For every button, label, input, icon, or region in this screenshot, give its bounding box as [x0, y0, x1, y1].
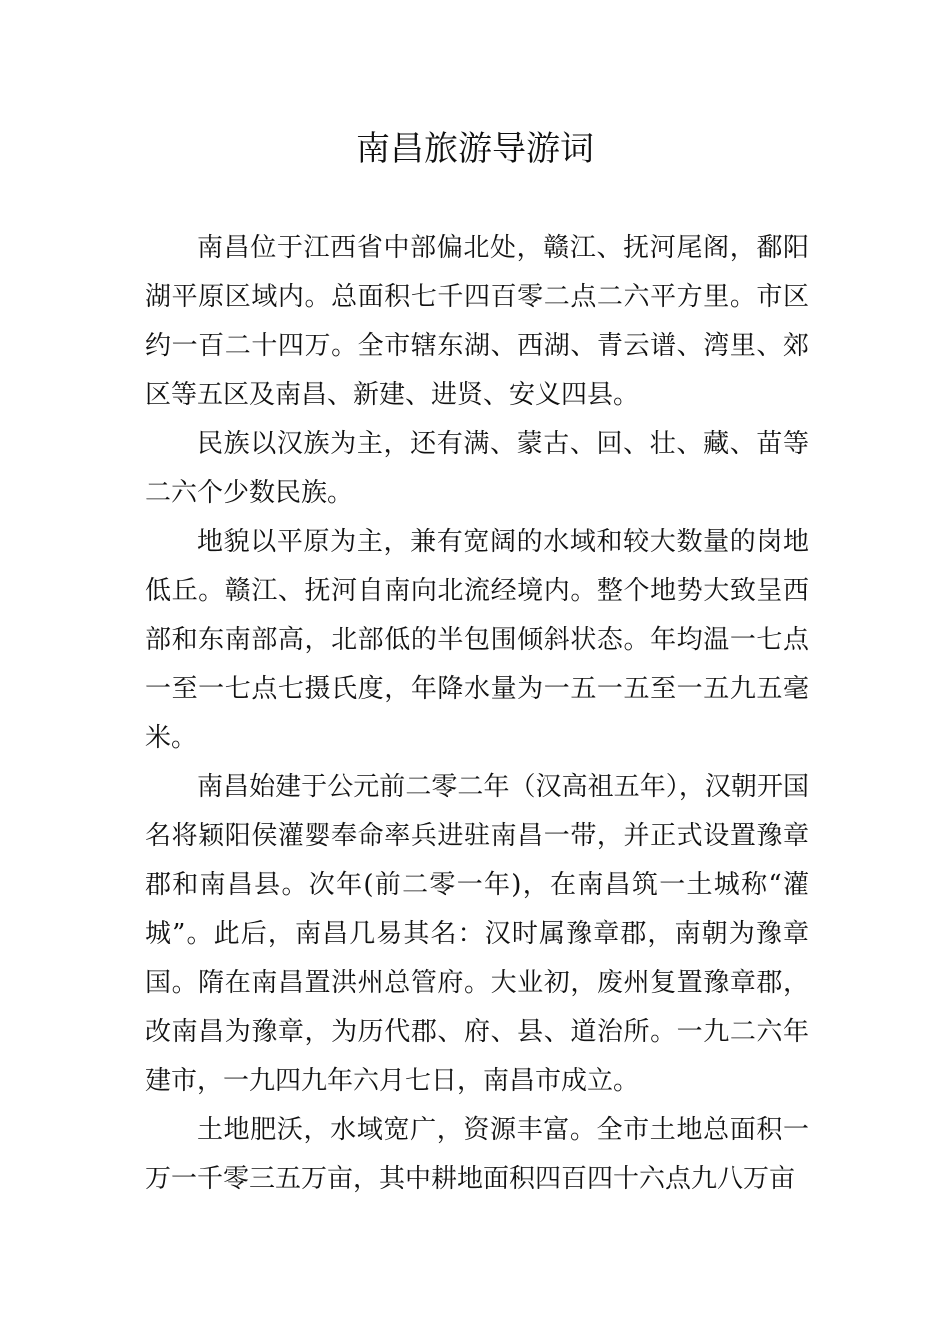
document-title: 南昌旅游导游词: [356, 129, 594, 169]
paragraph-history: 南昌始建于公元前二零二年（汉高祖五年），汉朝开国名将颖阳侯灌婴奉命率兵进驻南昌一带，并正式设置豫章郡和南昌县。次年(前二零一年)，在南昌筑一土城称“灌城”。此后，南昌几易其名：汉时属豫章郡，南朝为豫章国。隋在南昌置洪州总管府。大业初，废州复置豫章郡，改南昌为豫章，为历代郡、府、县、道治所。一九二六年建市，一九四九年六月七日，南昌市成立。: [145, 772, 809, 1096]
document-body: [145, 224, 809, 1204]
paragraph-location: 南昌位于江西省中部偏北处，赣江、抚河尾阁，鄱阳湖平原区域内。总面积七千四百零二点二六平方里。市区约一百二十四万。全市辖东湖、西湖、青云谱、湾里、郊区等五区及南昌、新建、进贤、安义四县。: [145, 233, 809, 410]
paragraph-ethnicity: 民族以汉族为主，还有满、蒙古、回、壮、藏、苗等二六个少数民族。: [145, 429, 809, 508]
paragraph-geography: 地貌以平原为主，兼有宽阔的水域和较大数量的岗地低丘。赣江、抚河自南向北流经境内。整个地势大致呈西部和东南部高，北部低的半包围倾斜状态。年均温一七点一至一七点七摄氏度，年降水量为一五一五至一五九五毫米。: [145, 527, 809, 753]
paragraph-resources: 土地肥沃，水域宽广，资源丰富。全市土地总面积一万一千零三五万亩，其中耕地面积四百四十六点九八万亩: [145, 1115, 809, 1194]
